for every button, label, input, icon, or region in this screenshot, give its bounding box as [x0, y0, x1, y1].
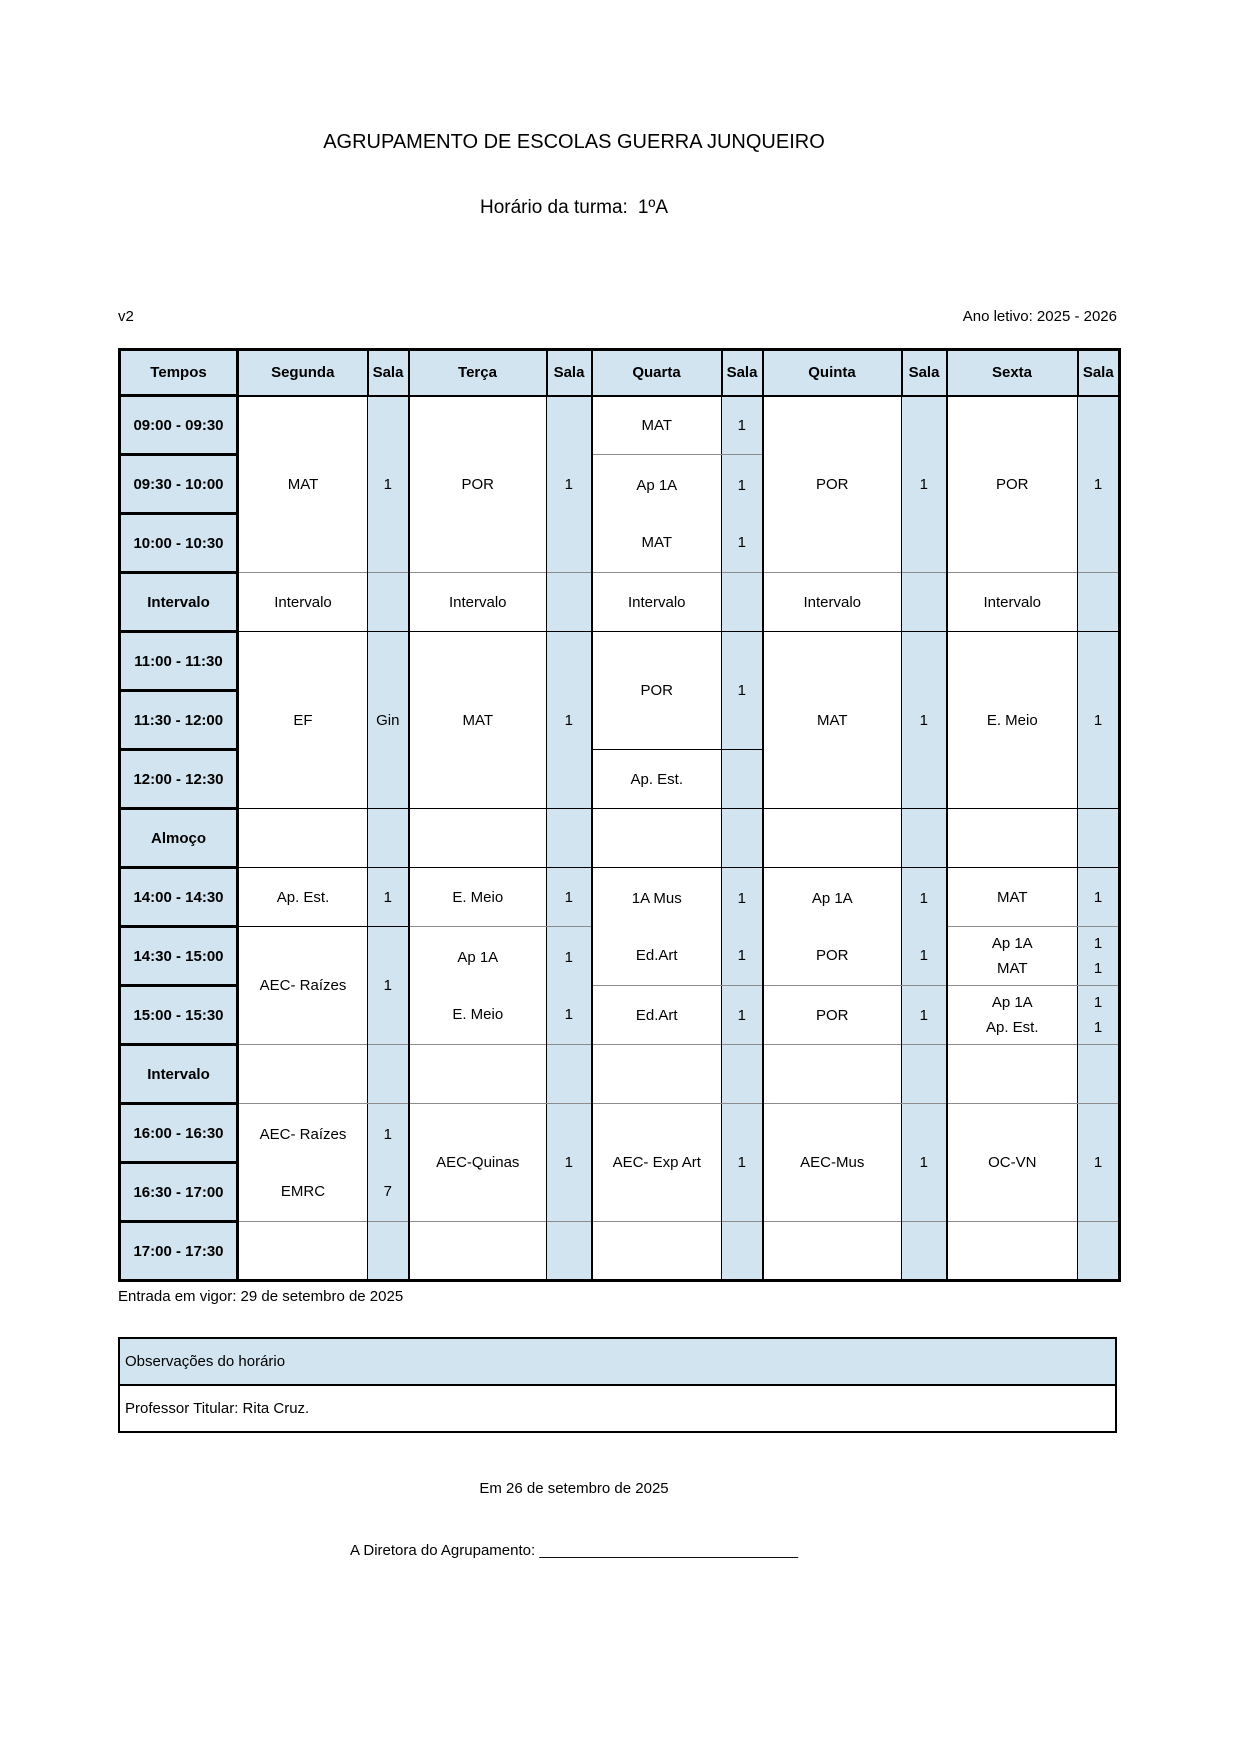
- col-header-quarta: Quarta: [592, 350, 722, 396]
- break-cell: Intervalo: [238, 573, 368, 632]
- subject-cell-sexta-1430: [947, 927, 1078, 986]
- time-cell: 14:30 - 15:00: [120, 927, 238, 986]
- sala-label: 1: [383, 1125, 392, 1143]
- col-header-quinta: Quinta: [763, 350, 902, 396]
- subject-cell-quarta-1600: AEC- Exp Art: [592, 1104, 722, 1222]
- sala-cell: 1: [902, 632, 947, 809]
- sala-cell: 1: [1078, 868, 1120, 927]
- empty-cell: [238, 1045, 368, 1104]
- subject-cell-segunda-morning: MAT: [238, 396, 368, 573]
- sala-cell: 1: [722, 632, 763, 750]
- table-row-almoco: [120, 809, 1120, 868]
- subject-cell-terca-1400: E. Meio: [409, 868, 547, 927]
- sala-cell: [722, 1222, 763, 1281]
- sala-label: 1: [1093, 935, 1103, 952]
- subject-label: Ap 1A: [991, 994, 1033, 1011]
- break-cell: Intervalo: [763, 573, 902, 632]
- col-header-sala: Sala: [547, 350, 592, 396]
- subject-cell-segunda-1600: [238, 1104, 368, 1222]
- time-cell: 10:00 - 10:30: [120, 514, 238, 573]
- empty-cell: [409, 809, 547, 868]
- sala-cell: [902, 573, 947, 632]
- time-cell: 09:30 - 10:00: [120, 455, 238, 514]
- subject-cell-quinta-1400: [763, 868, 902, 986]
- sala-cell: [368, 1104, 409, 1222]
- col-header-terca: Terça: [409, 350, 547, 396]
- table-row: [120, 868, 1120, 927]
- sala-cell: 1: [547, 632, 592, 809]
- subject-label: Ap 1A: [811, 889, 853, 907]
- sala-cell: [722, 809, 763, 868]
- sala-label: 1: [564, 948, 573, 966]
- sala-label: 1: [737, 946, 746, 964]
- empty-cell: [592, 809, 722, 868]
- sala-cell: [547, 809, 592, 868]
- subject-label: Ap. Est.: [985, 1019, 1039, 1036]
- subject-label: Ap 1A: [991, 935, 1033, 952]
- subject-cell-terca-1430: [409, 927, 547, 1045]
- sala-cell: [902, 809, 947, 868]
- sala-label: 1: [1093, 1019, 1103, 1036]
- subject-cell-quarta-1500: Ed.Art: [592, 986, 722, 1045]
- subject-label: Ap 1A: [457, 948, 499, 966]
- time-cell: 15:00 - 15:30: [120, 986, 238, 1045]
- sala-cell: [368, 1222, 409, 1281]
- sala-cell: 1: [902, 986, 947, 1045]
- subject-cell-segunda-1400: Ap. Est.: [238, 868, 368, 927]
- subject-cell-sexta-1500: [947, 986, 1078, 1045]
- sala-cell: [902, 1222, 947, 1281]
- sala-cell: 1: [722, 396, 763, 455]
- subject-cell-quarta-mid: POR: [592, 632, 722, 750]
- class-name: 1ºA: [637, 197, 669, 218]
- subject-label: EMRC: [280, 1182, 326, 1200]
- sala-label: 1: [737, 476, 746, 494]
- empty-cell: [763, 1222, 902, 1281]
- observations-body: Professor Titular: Rita Cruz.: [120, 1386, 1115, 1431]
- time-cell: Almoço: [120, 809, 238, 868]
- table-row: [120, 1104, 1120, 1163]
- sala-label: 1: [1093, 994, 1103, 1011]
- subject-label: MAT: [996, 960, 1028, 977]
- subject-cell-terca-mid: MAT: [409, 632, 547, 809]
- timetable: [118, 348, 1121, 1282]
- subject-cell-segunda-1430: AEC- Raízes: [238, 927, 368, 1045]
- sala-label: 1: [919, 889, 928, 907]
- subject-cell-quinta-mid: MAT: [763, 632, 902, 809]
- empty-cell: [238, 809, 368, 868]
- sala-cell: [1078, 927, 1120, 986]
- time-cell: 11:30 - 12:00: [120, 691, 238, 750]
- sala-label: 1: [737, 889, 746, 907]
- sala-cell: [368, 1045, 409, 1104]
- subject-cell-segunda-mid: EF: [238, 632, 368, 809]
- time-cell: 17:00 - 17:30: [120, 1222, 238, 1281]
- sala-cell: [368, 573, 409, 632]
- table-row: [120, 632, 1120, 691]
- time-cell: 11:00 - 11:30: [120, 632, 238, 691]
- sala-cell: [722, 573, 763, 632]
- table-row-intervalo: [120, 1045, 1120, 1104]
- empty-cell: [947, 809, 1078, 868]
- sala-label: 1: [564, 1005, 573, 1023]
- time-cell: 09:00 - 09:30: [120, 396, 238, 455]
- sala-cell: 1: [902, 1104, 947, 1222]
- observations-header: Observações do horário: [120, 1339, 1115, 1386]
- col-header-tempos: Tempos: [120, 350, 238, 396]
- time-cell: Intervalo: [120, 573, 238, 632]
- class-schedule-subtitle: [118, 197, 1030, 219]
- sala-label: 1: [919, 946, 928, 964]
- sala-cell: [722, 1045, 763, 1104]
- subject-cell-terca-1600: AEC-Quinas: [409, 1104, 547, 1222]
- sala-cell: 1: [368, 868, 409, 927]
- sala-cell: [547, 573, 592, 632]
- sala-cell: 1: [547, 396, 592, 573]
- col-header-segunda: Segunda: [238, 350, 368, 396]
- empty-cell: [409, 1222, 547, 1281]
- empty-cell: [592, 1045, 722, 1104]
- sala-cell: 1: [368, 396, 409, 573]
- subject-cell-sexta-mid: E. Meio: [947, 632, 1078, 809]
- sala-cell: [1078, 573, 1120, 632]
- sala-cell: 1: [722, 986, 763, 1045]
- col-header-sala: Sala: [368, 350, 409, 396]
- subject-label: E. Meio: [452, 1005, 504, 1023]
- time-cell: 16:30 - 17:00: [120, 1163, 238, 1222]
- sala-cell: [902, 1045, 947, 1104]
- sala-cell: 1: [1078, 632, 1120, 809]
- sala-cell: 1: [1078, 396, 1120, 573]
- col-header-sala: Sala: [722, 350, 763, 396]
- col-header-sala: Sala: [1078, 350, 1120, 396]
- empty-cell: [409, 1045, 547, 1104]
- subject-cell-quinta-1500: POR: [763, 986, 902, 1045]
- header-row: [120, 350, 1120, 396]
- sala-cell: [902, 868, 947, 986]
- time-cell: Intervalo: [120, 1045, 238, 1104]
- sala-cell: [722, 455, 763, 573]
- time-cell: 14:00 - 14:30: [120, 868, 238, 927]
- sala-cell: [1078, 1222, 1120, 1281]
- sala-cell: 1: [547, 1104, 592, 1222]
- subject-label: POR: [815, 946, 849, 964]
- sala-cell: 1: [368, 927, 409, 1045]
- subject-cell-terca-morning: POR: [409, 396, 547, 573]
- sala-cell: [547, 927, 592, 1045]
- subject-cell-quarta-0900: MAT: [592, 396, 722, 455]
- break-cell: Intervalo: [947, 573, 1078, 632]
- meta-row: [118, 308, 1117, 325]
- signature-row: [118, 1542, 1030, 1559]
- subject-label: 1A Mus: [631, 889, 682, 907]
- signature-label: A Diretora do Agrupamento:: [350, 1542, 536, 1559]
- effective-date-note: Entrada em vigor: 29 de setembro de 2025: [118, 1288, 404, 1305]
- sala-cell: [547, 1222, 592, 1281]
- empty-cell: [592, 1222, 722, 1281]
- subject-cell-quarta-1200: Ap. Est.: [592, 750, 722, 809]
- sala-cell: [1078, 809, 1120, 868]
- sala-cell: 1: [722, 1104, 763, 1222]
- subject-label: MAT: [641, 533, 673, 551]
- subject-cell-quarta-1400: [592, 868, 722, 986]
- sala-cell: [722, 750, 763, 809]
- sala-cell: [722, 868, 763, 986]
- sala-label: 1: [737, 533, 746, 551]
- sala-cell: 1: [902, 396, 947, 573]
- break-cell: Intervalo: [592, 573, 722, 632]
- empty-cell: [763, 809, 902, 868]
- school-year-label: Ano letivo: 2025 - 2026: [962, 308, 1117, 325]
- subject-cell-quinta-morning: POR: [763, 396, 902, 573]
- sala-cell: [547, 1045, 592, 1104]
- subject-cell-sexta-1400: MAT: [947, 868, 1078, 927]
- signature-line: _______________________________: [539, 1542, 798, 1559]
- empty-cell: [947, 1222, 1078, 1281]
- subject-cell-quarta-0930: [592, 455, 722, 573]
- document-date: Em 26 de setembro de 2025: [479, 1480, 669, 1497]
- time-cell: 12:00 - 12:30: [120, 750, 238, 809]
- sala-cell: [368, 809, 409, 868]
- sala-cell: 1: [547, 868, 592, 927]
- observations-box: [118, 1337, 1117, 1433]
- school-name-title: AGRUPAMENTO DE ESCOLAS GUERRA JUNQUEIRO: [323, 131, 825, 153]
- subject-label: Ap 1A: [636, 476, 678, 494]
- sala-label: 1: [1093, 960, 1103, 977]
- table-row-intervalo: [120, 573, 1120, 632]
- version-label: v2: [118, 308, 134, 325]
- col-header-sala: Sala: [902, 350, 947, 396]
- empty-cell: [763, 1045, 902, 1104]
- subject-cell-sexta-1600: OC-VN: [947, 1104, 1078, 1222]
- table-row: [120, 1222, 1120, 1281]
- subject-label: AEC- Raízes: [259, 1125, 347, 1143]
- subtitle-label: Horário da turma:: [479, 197, 628, 218]
- sala-cell: [1078, 1045, 1120, 1104]
- subject-label: Ed.Art: [635, 946, 678, 964]
- empty-cell: [238, 1222, 368, 1281]
- time-cell: 16:00 - 16:30: [120, 1104, 238, 1163]
- sala-cell: Gin: [368, 632, 409, 809]
- sala-cell: [1078, 986, 1120, 1045]
- table-row: [120, 396, 1120, 455]
- sala-cell: 1: [1078, 1104, 1120, 1222]
- col-header-sexta: Sexta: [947, 350, 1078, 396]
- break-cell: Intervalo: [409, 573, 547, 632]
- subject-cell-quinta-1600: AEC-Mus: [763, 1104, 902, 1222]
- sala-label: 7: [383, 1182, 392, 1200]
- empty-cell: [947, 1045, 1078, 1104]
- subject-cell-sexta-morning: POR: [947, 396, 1078, 573]
